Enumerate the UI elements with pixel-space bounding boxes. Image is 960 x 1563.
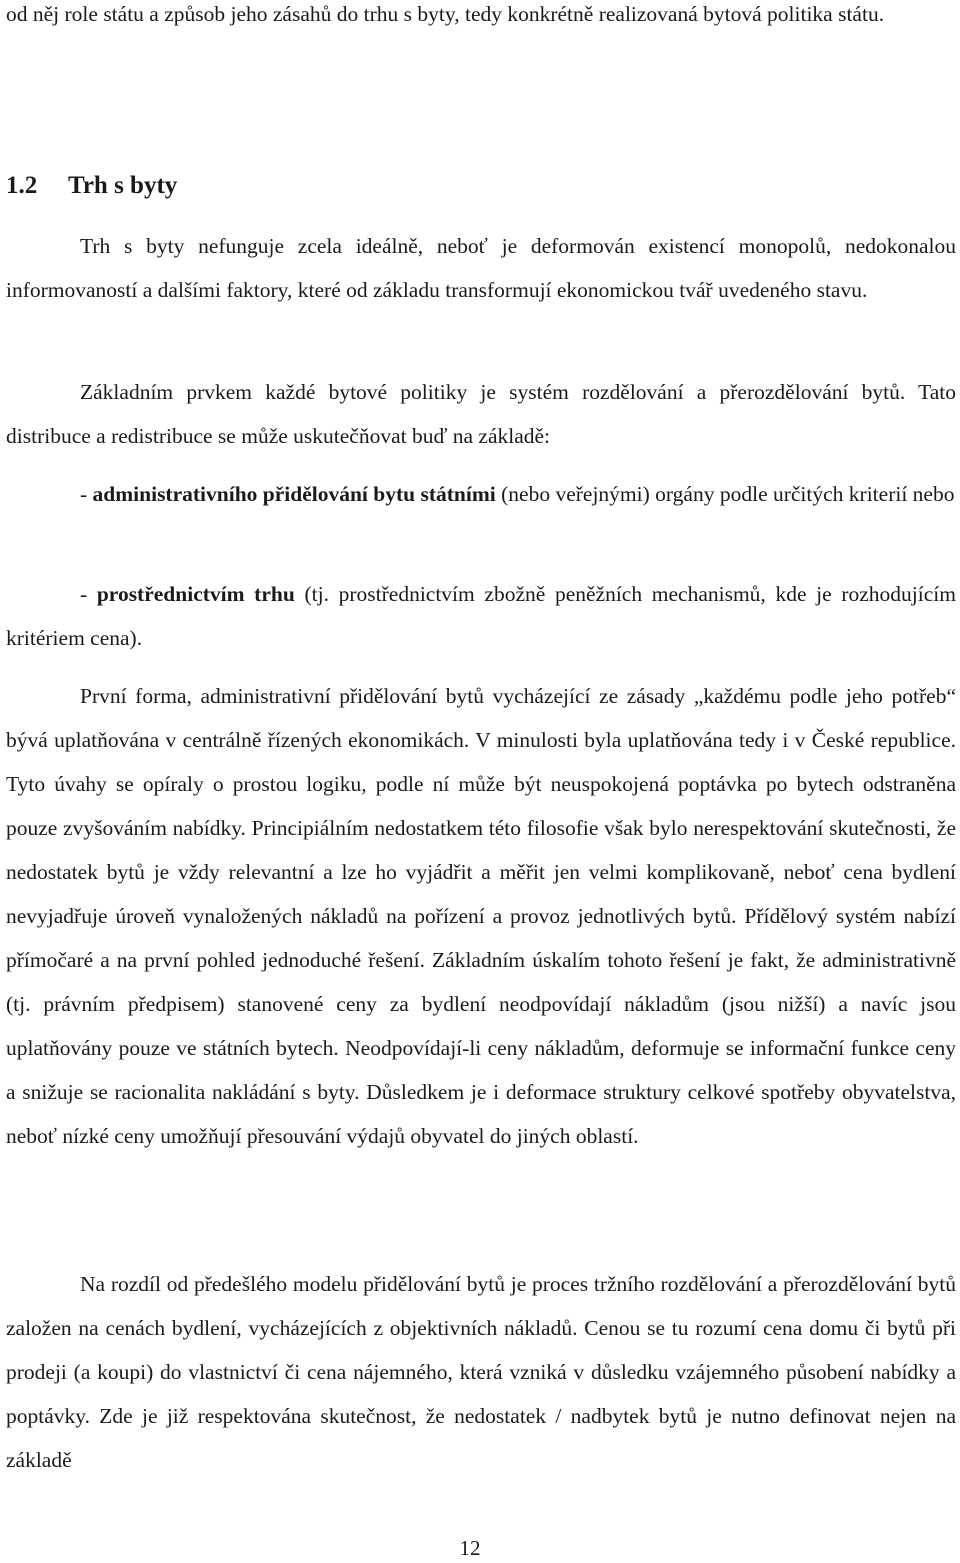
paragraph-prvni-forma: První forma, administrativní přidělování bytů vycházející ze zásady „každému podle jeho potřeb“ bývá uplatňována v centrálně řízených ekonomikách. V minulosti byla uplatňována tedy i v České republice. Tyto úvahy se opíraly o prostou logiku, podle ní může být neuspokojená poptávka po bytech odstraněna pouze zvyšováním nabídky. Principiálním nedostatkem této filosofie však bylo nerespektování skutečnosti, že nedostatek bytů je vždy relevantní a lze ho vyjádřit a měřit jen velmi komplikovaně, neboť cena bydlení nevyjadřuje úroveň vynaložených nákladů na pořízení a provoz jednotlivých bytů. Přídělový systém nabízí přímočaré a na první pohled jednoduché řešení. Základním úskalím tohoto řešení je fakt, že administrativně (tj. právním předpisem) stanovené ceny za bydlení neodpovídají nákladům (jsou nižší) a navíc jsou uplatňovány pouze ve státních bytech. Neodpovídají-li ceny nákladům, deformuje se informační funkce ceny a snižuje se racionalita nakládání s byty. Důsledkem je i deformace struktury celkové spotřeby obyvatelstva, neboť nízké ceny umožňují přesouvání výdajů obyvatel do jiných oblastí. [6,684,956,1148]
section-title: Trh s byty [68,172,178,199]
intro-paragraph: od něj role státu a způsob jeho zásahů do trhu s byty, tedy konkrétně realizovaná bytová politika státu. [6,2,885,26]
list-dash: - [80,582,97,606]
list-item-administrative [6,472,956,516]
paragraph-system-rozdelovani: Základním prvkem každé bytové politiky je systém rozdělování a přerozdělování bytů. Tato distribuce a redistribuce se může uskutečňovat buď na základě: [6,380,956,448]
page-number: 12 [459,1536,481,1560]
paragraph-na-rozdil: Na rozdíl od předešlého modelu přidělování bytů je proces tržního rozdělování a přerozdělování bytů založen na cenách bydlení, vycházejících z objektivních nákladů. Cenou se tu rozumí cena domu či bytů při prodeji (a koupi) do vlastnictví či cena nájemného, která vzniká v důsledku vzájemného působení nabídky a poptávky. Zde je již respektována skutečnost, že nedostatek / nadbytek bytů je nutno definovat nejen na základě [6,1272,956,1472]
list-item-text: (tj. prostřednictvím zbožně peněžních mechanismů, kde je rozhodujícím kritériem cena). [6,582,956,650]
section-number: 1.2 [6,172,38,199]
list-item-bold-term: administrativního přidělování bytu státními [92,482,496,506]
section-heading [6,166,177,206]
list-item-market [6,572,956,660]
list-item-text: (nebo veřejnými) orgány podle určitých kriterií nebo [495,482,955,506]
list-item-bold-term: prostřednictvím trhu [96,582,295,606]
paragraph-trh-s-byty: Trh s byty nefunguje zcela ideálně, neboť je deformován existencí monopolů, nedokonalou informovaností a dalšími faktory, které od základu transformují ekonomickou tvář uvedeného stavu. [6,234,956,302]
list-dash: - [80,482,93,506]
